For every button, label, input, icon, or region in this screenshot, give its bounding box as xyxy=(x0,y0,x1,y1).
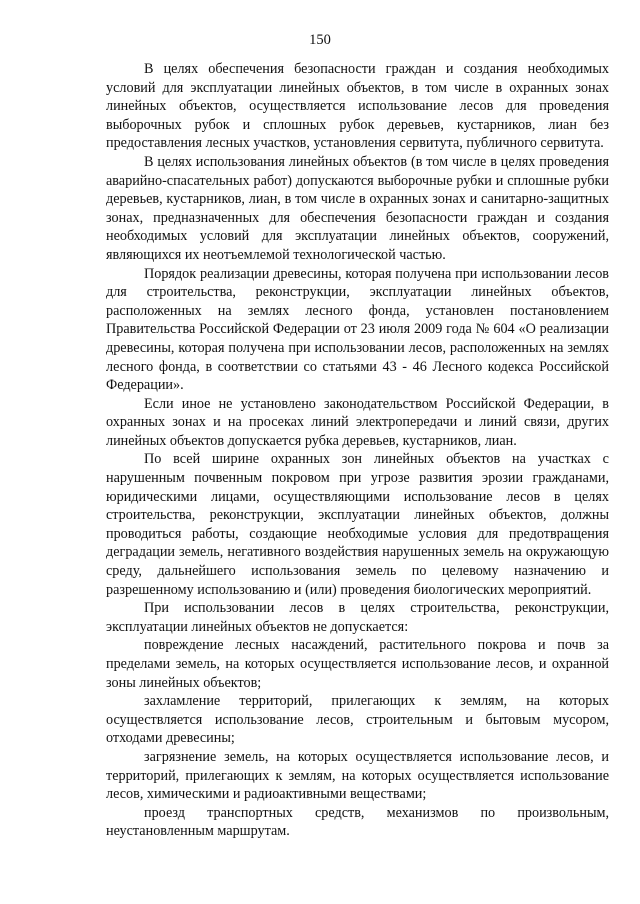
page-number: 150 xyxy=(309,32,331,48)
list-item: загрязнение земель, на которых осуществляется использование лесов, и территорий, прилегающих к землям, на которых осуществляется использование лесов, химическими и радиоактивными веществами; xyxy=(106,748,609,803)
document-body xyxy=(106,60,609,841)
list-item: повреждение лесных насаждений, растительного покрова и почв за пределами земель, на которых осуществляется использование лесов, и охранной зоны линейных объектов; xyxy=(106,637,609,691)
list-item: захламление территорий, прилегающих к землям, на которых осуществляется использование лесов, строительным и бытовым мусором, отходами древесины; xyxy=(106,693,609,747)
paragraph: В целях использования линейных объектов (в том числе в целях проведения аварийно-спасательных работ) допускаются выборочные рубки и сплошные рубки деревьев, кустарников, лиан, в том числе в охранных зонах и санитарно-защитных зонах, предназначенных для обеспечения безопасности граждан и создания необходимых условий для эксплуатации линейных объектов, сооружений, являющихся их неотъемлемой технологической частью. xyxy=(106,153,609,263)
paragraph: Если иное не установлено законодательством Российской Федерации, в охранных зонах и на просеках линий электропередачи и линий связи, других линейных объектов допускается рубка деревьев, кустарников, лиан. xyxy=(106,395,609,449)
list-item: проезд транспортных средств, механизмов по произвольным, неустановленным маршрутам. xyxy=(106,804,609,840)
paragraph: По всей ширине охранных зон линейных объектов на участках с нарушенным почвенным покровом при угрозе развития эрозии гражданами, юридическими лицами, осуществляющими использование лесов в целях строительства, реконструкции, эксплуатации линейных объектов, должны проводиться работы, создающие необходимые условия для предотвращения деградации земель, негативного воздействия нарушенных земель на окружающую среду, дальнейшего использования земель по целевому назначению и разрешенному использованию и (или) проведения биологических мероприятий. xyxy=(106,451,609,598)
paragraph: При использовании лесов в целях строительства, реконструкции, эксплуатации линейных объектов не допускается: xyxy=(106,600,609,635)
paragraph: В целях обеспечения безопасности граждан и создания необходимых условий для эксплуатации линейных объектов, в том числе в охранных зонах линейных объектов, осуществляется использование лесов для проведения выборочных рубок и сплошных рубок деревьев, кустарников, лиан без предоставления лесных участков, установления сервитута, публичного сервитута. xyxy=(106,61,609,152)
paragraph: Порядок реализации древесины, которая получена при использовании лесов для строительства, реконструкции, эксплуатации линейных объектов, расположенных на землях лесного фонда, установлен постановлением Правительства Российской Федерации от 23 июля 2009 года № 604 «О реализации древесины, которая получена при использовании лесов, расположенных на землях лесного фонда, в соответствии со статьями 43 - 46 Лесного кодекса Российской Федерации». xyxy=(106,265,609,394)
